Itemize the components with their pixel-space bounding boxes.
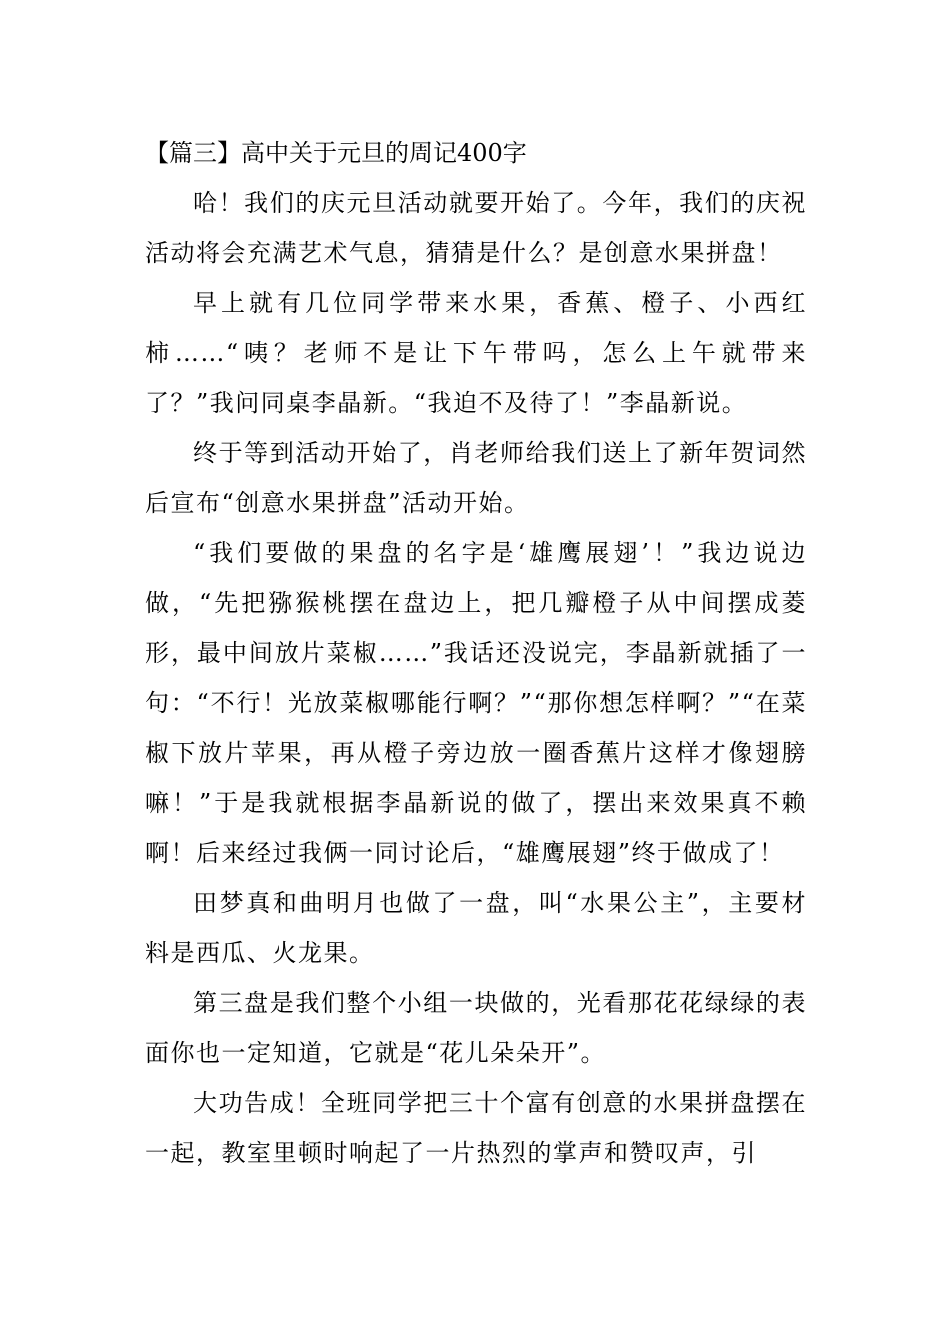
document-title: 【篇三】高中关于元旦的周记400字 [145, 139, 527, 167]
paragraph-4: “我们要做的果盘的名字是‘雄鹰展翅’！”我边说边做，“先把猕猴桃摆在盘边上，把几瓣橙子从中间摆成菱形，最中间放片菜椒……”我话还没说完，李晶新就插了一句：“不行！光放菜椒哪能行啊？”“那你想怎样啊？”“在菜椒下放片苹果，再从橙子旁边放一圈香蕉片这样才像翅膀嘛！”于是我就根据李晶新说的做了，摆出来效果真不赖啊！后来经过我俩一同讨论后，“雄鹰展翅”终于做成了！ [145, 539, 807, 867]
document-page [145, 128, 807, 1178]
paragraph-2: 早上就有几位同学带来水果，香蕉、橙子、小西红柿……“咦？老师不是让下午带吗，怎么上午就带来了？”我问同桌李晶新。“我迫不及待了！”李晶新说。 [145, 289, 807, 417]
paragraph-6: 第三盘是我们整个小组一块做的，光看那花花绿绿的表面你也一定知道，它就是“花儿朵朵开”。 [145, 989, 807, 1067]
paragraph-7: 大功告成！全班同学把三十个富有创意的水果拼盘摆在一起，教室里顿时响起了一片热烈的掌声和赞叹声，引 [145, 1089, 807, 1167]
paragraph-1: 哈！我们的庆元旦活动就要开始了。今年，我们的庆祝活动将会充满艺术气息，猜猜是什么？是创意水果拼盘！ [145, 189, 807, 267]
paragraph-5: 田梦真和曲明月也做了一盘，叫“水果公主”，主要材料是西瓜、火龙果。 [145, 889, 807, 967]
paragraph-3: 终于等到活动开始了，肖老师给我们送上了新年贺词然后宣布“创意水果拼盘”活动开始。 [145, 439, 807, 517]
